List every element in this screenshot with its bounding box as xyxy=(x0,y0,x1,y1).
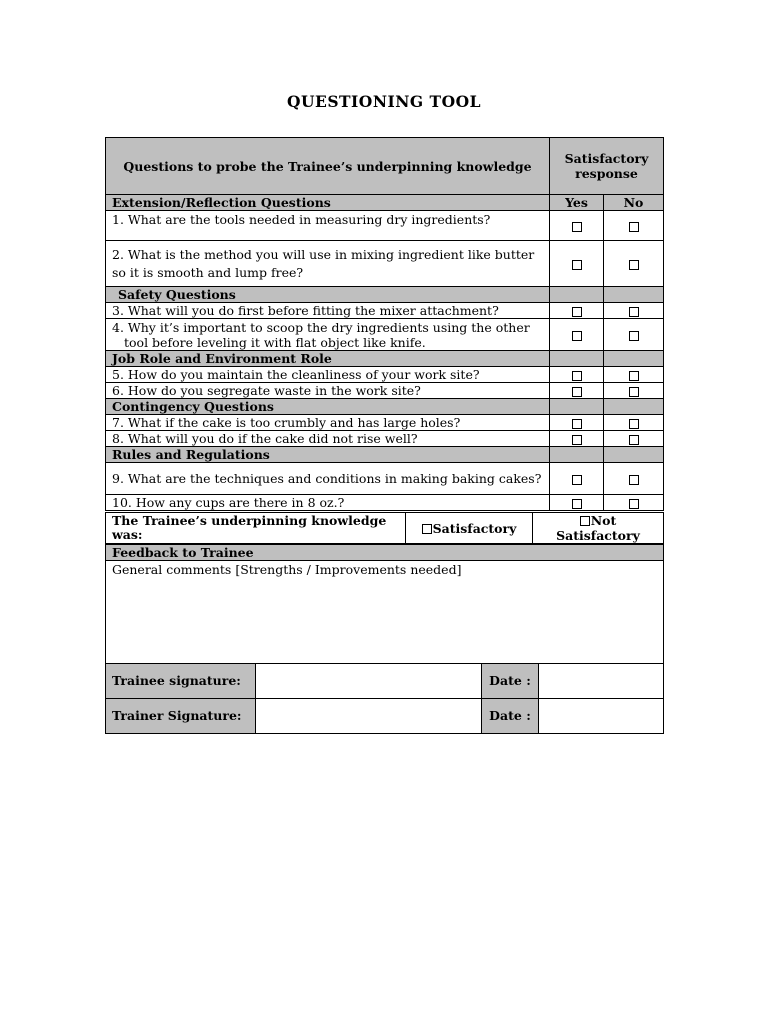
verdict-satisfactory-option[interactable] xyxy=(406,513,533,544)
trainer-date-field[interactable] xyxy=(539,699,664,734)
verdict-table xyxy=(105,512,664,544)
question-3: 3. What will you do first before fitting the mixer attachment? xyxy=(106,303,550,319)
question-10: 10. How any cups are there in 8 oz.? xyxy=(106,495,550,511)
yes-checkbox-q8[interactable] xyxy=(572,435,582,445)
section-heading-rules: Rules and Regulations xyxy=(106,447,550,463)
section-heading-safety: Safety Questions xyxy=(106,287,550,303)
verdict-label: The Trainee’s underpinning knowledge was: xyxy=(106,513,406,544)
trainer-date-label: Date : xyxy=(482,699,539,734)
question-2: 2. What is the method you will use in mixing ingredient like butter so it is smooth and lump free? xyxy=(106,241,550,287)
questions-header: Questions to probe the Trainee’s underpinning knowledge xyxy=(106,138,550,195)
response-header: Satisfactory response xyxy=(550,138,664,195)
yes-checkbox-q3[interactable] xyxy=(572,307,582,317)
general-comments-field[interactable] xyxy=(106,561,664,664)
question-5: 5. How do you maintain the cleanliness of your work site? xyxy=(106,367,550,383)
question-4: 4. Why it’s important to scoop the dry ingredients using the other tool before leveling it with flat object like knife. xyxy=(106,319,550,351)
not-satisfactory-label: Not Satisfactory xyxy=(556,513,640,543)
no-checkbox-q9[interactable] xyxy=(629,475,639,485)
question-1: 1. What are the tools needed in measuring dry ingredients? xyxy=(106,211,550,241)
question-7: 7. What if the cake is too crumbly and has large holes? xyxy=(106,415,550,431)
section-heading-contingency: Contingency Questions xyxy=(106,399,550,415)
satisfactory-label: Satisfactory xyxy=(432,520,517,536)
questions-table xyxy=(105,137,664,511)
yes-checkbox-q10[interactable] xyxy=(572,499,582,509)
trainee-signature-label: Trainee signature: xyxy=(106,664,256,699)
no-checkbox-q8[interactable] xyxy=(629,435,639,445)
signatures-table xyxy=(105,663,664,734)
yes-header: Yes xyxy=(550,195,604,211)
no-checkbox-q4[interactable] xyxy=(629,331,639,341)
yes-checkbox-q9[interactable] xyxy=(572,475,582,485)
no-checkbox-q1[interactable] xyxy=(629,222,639,232)
section-heading-job-role: Job Role and Environment Role xyxy=(106,351,550,367)
trainer-signature-label: Trainer Signature: xyxy=(106,699,256,734)
yes-checkbox-q2[interactable] xyxy=(572,260,582,270)
feedback-table xyxy=(105,544,664,664)
yes-checkbox-q7[interactable] xyxy=(572,419,582,429)
yes-checkbox-q4[interactable] xyxy=(572,331,582,341)
yes-checkbox-q6[interactable] xyxy=(572,387,582,397)
section-heading-extension: Extension/Reflection Questions xyxy=(106,195,550,211)
yes-checkbox-q5[interactable] xyxy=(572,371,582,381)
satisfactory-checkbox[interactable] xyxy=(422,524,432,534)
feedback-heading: Feedback to Trainee xyxy=(106,545,664,561)
trainee-date-label: Date : xyxy=(482,664,539,699)
no-checkbox-q10[interactable] xyxy=(629,499,639,509)
no-header: No xyxy=(604,195,664,211)
question-9: 9. What are the techniques and conditions in making baking cakes? xyxy=(106,463,550,495)
general-comments-label: General comments [Strengths / Improvements needed] xyxy=(112,562,462,577)
yes-checkbox-q1[interactable] xyxy=(572,222,582,232)
question-8: 8. What will you do if the cake did not rise well? xyxy=(106,431,550,447)
no-checkbox-q6[interactable] xyxy=(629,387,639,397)
no-checkbox-q2[interactable] xyxy=(629,260,639,270)
no-checkbox-q5[interactable] xyxy=(629,371,639,381)
trainee-signature-field[interactable] xyxy=(256,664,482,699)
verdict-not-satisfactory-option[interactable] xyxy=(533,513,664,544)
trainee-date-field[interactable] xyxy=(539,664,664,699)
no-checkbox-q3[interactable] xyxy=(629,307,639,317)
trainer-signature-field[interactable] xyxy=(256,699,482,734)
question-6: 6. How do you segregate waste in the work site? xyxy=(106,383,550,399)
page-title: QUESTIONING TOOL xyxy=(287,92,481,111)
not-satisfactory-checkbox[interactable] xyxy=(580,516,590,526)
no-checkbox-q7[interactable] xyxy=(629,419,639,429)
